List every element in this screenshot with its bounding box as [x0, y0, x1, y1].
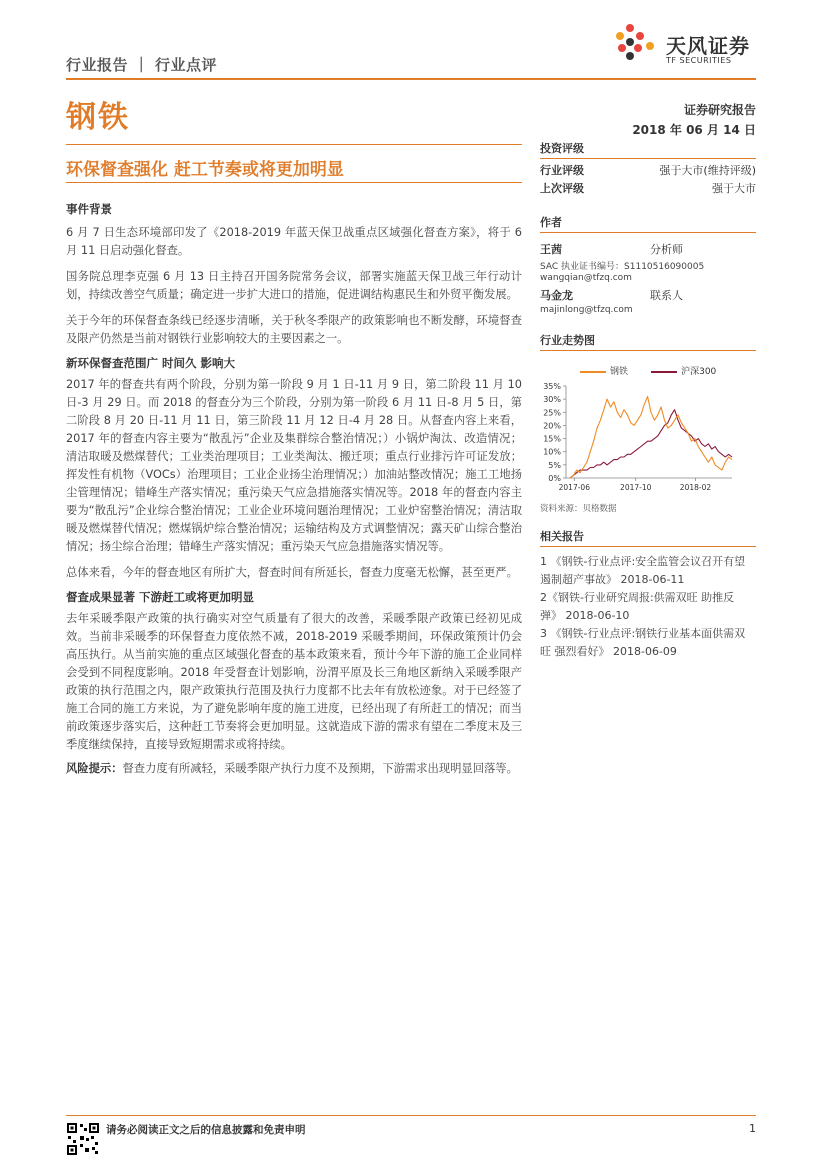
related-item-1[interactable]: 1 《钢铁-行业点评:安全监管会议召开有望遏制超产事故》 2018-06-11 — [540, 555, 746, 586]
page-number: 1 — [749, 1122, 756, 1135]
section-heading-scope: 新环保督查范围广 时间久 影响大 — [66, 356, 236, 370]
paragraph-5: 总体来看，今年的督查地区有所扩大，督查时间有所延长，督查力度毫无松懈，甚至更严。 — [66, 566, 518, 579]
logo-name: 天风证券 — [666, 34, 750, 58]
industry-rating-value: 强于大市(维持评级) — [659, 164, 756, 177]
authors-box — [540, 214, 756, 315]
paragraph-2: 国务院总理李克强 6 月 13 日主持召开国务院常务会议，部署实施蓝天保卫战三年行动计划，持续改善空气质量；确定进一步扩大进口的措施，促进调结构惠民生和外贸平衡发展。 — [66, 270, 522, 301]
industry-title: 钢铁 — [66, 100, 130, 135]
chart-source: 资料来源：贝格数据 — [540, 504, 617, 514]
y-tick-label: 10% — [543, 447, 561, 457]
rating-box — [540, 140, 756, 198]
report-date: 2018 年 06 月 14 日 — [632, 123, 756, 137]
last-rating-row — [540, 180, 756, 198]
last-rating-label: 上次评级 — [540, 182, 584, 195]
author2-role: 联系人 — [650, 289, 683, 302]
risk-paragraph — [66, 760, 522, 778]
paragraph-1: 6 月 7 日生态环境部印发了《2018-2019 年蓝天保卫战重点区域强化督查方案》，将于 6 月 11 日启动强化督查。 — [66, 226, 522, 257]
main-body — [66, 200, 522, 778]
legend-label-steel: 钢铁 — [610, 367, 629, 377]
risk-label: 风险提示： — [66, 762, 123, 775]
author1-row — [540, 241, 756, 257]
footer-divider — [66, 1115, 756, 1116]
last-rating-value: 强于大市 — [712, 182, 756, 195]
authors-heading: 作者 — [540, 214, 756, 233]
y-tick-label: 20% — [543, 421, 561, 431]
related-heading: 相关报告 — [540, 528, 756, 547]
x-tick-label: 2017-06 — [558, 483, 590, 492]
section-heading-background: 事件背景 — [66, 202, 112, 216]
report-category: 证券研究报告 — [683, 103, 756, 117]
author1-cert: SAC 执业证书编号：S1110516090005 — [540, 262, 705, 272]
section-heading-results: 督查成果显著 下游赶工或将更加明显 — [66, 590, 255, 604]
y-tick-label: 25% — [543, 408, 561, 418]
related-box — [540, 528, 756, 661]
trend-line-chart — [540, 380, 756, 500]
author1-role: 分析师 — [650, 243, 683, 256]
related-item-2[interactable]: 2《钢铁-行业研究周报:供需双旺 助推反弹》 2018-06-10 — [540, 591, 735, 622]
paragraph-6: 去年采暖季限产政策的执行确实对空气质量有了很大的改善，采暖季限产政策已经初见成效。当前非采暖季的环保督查力度依然不减，2018-2019 采暖季期间，环保政策预计仍会高压执行。从当前实施的重点区域强化督查的基本政策来看，预计今年下游的施工企业同样会受到不同程度影响。2018 年受督查计划影响，汾渭平原及长三角地区新纳入采暖季限产政策的执行范围之内，限产政策执行范围及执行力度都不比去年有放松迹象。对于已经签了施工合同的施工方来说，为了避免影响年度的施工进度，已经出现了有所赶工的情况；而当前政策逐步落实后，这种赶工节奏将会更加明显。这就造成下游的需求有望在二季度末及三季度继续保持，直接导致短期需求或将持续。 — [66, 612, 522, 751]
trend-heading: 行业走势图 — [540, 332, 756, 351]
legend-swatch-steel — [580, 371, 606, 373]
chart-legend — [540, 359, 756, 378]
author2-row — [540, 287, 756, 303]
qr-code-icon — [66, 1122, 100, 1156]
title-divider-bottom — [66, 182, 522, 183]
x-tick-label: 2017-10 — [620, 483, 652, 492]
author1-name: 王茜 — [540, 243, 562, 256]
legend-swatch-csi300 — [651, 371, 677, 373]
y-tick-label: 15% — [543, 434, 561, 444]
legend-label-csi300: 沪深300 — [681, 367, 717, 377]
y-tick-label: 30% — [543, 395, 561, 405]
trend-box — [540, 332, 756, 514]
author2-email[interactable]: majinlong@tfzq.com — [540, 305, 633, 315]
industry-rating-label: 行业评级 — [540, 164, 584, 177]
legend-csi300 — [651, 364, 716, 377]
footer-disclaimer[interactable]: 请务必阅读正文之后的信息披露和免责申明 — [106, 1124, 306, 1136]
paragraph-4: 2017 年的督查共有两个阶段，分别为第一阶段 9 月 1 日-11 月 9 日，第二阶段 11 月 10 日-3 月 29 日。而 2018 的督查分为三个阶段，分别为第一阶段 6 月 11 日-8 月 5 日，第二阶段 8 月 20 日-11 月 11 日，第三阶段 11 月 12 日-4 月 28 日。从督查内容上来看，2017 年的督查内容主要为“散乱污”企业及集群综合整治情况；）小锅炉淘汰、改造情况；清洁取暖及燃煤替代；工业类治理项目；工业类淘汰、搬迁项；重点行业排污许可证发放；挥发性有机物（VOCs）治理项目；工业企业扬尘治理情况；）加油站整改情况；施工工地扬尘管理情况；错峰生产落实情况；重污染天气应急措施落实情况等。2018 年的督查内容主要为“散乱污”企业综合整治情况；工业企业环境问题治理情况；工业炉窑整治情况；清洁取暖及燃煤替代情况；燃煤锅炉综合整治情况；运输结构及方式调整情况；露天矿山综合整治情况；扬尘综合治理；错峰生产落实情况；重污染天气应急措施落实情况等。 — [66, 378, 522, 553]
title-divider-top — [66, 144, 522, 145]
series-line-csi300 — [570, 410, 732, 478]
header-divider — [66, 78, 756, 80]
logo-subtitle: TF SECURITIES — [666, 56, 732, 65]
report-type: 行业报告 ｜ 行业点评 — [66, 56, 217, 74]
related-item-3[interactable]: 3 《钢铁-行业点评:钢铁行业基本面供需双旺 强烈看好》 2018-06-09 — [540, 627, 746, 658]
risk-text: 督查力度有所减轻，采暖季限产执行力度不及预期，下游需求出现明显回落等。 — [122, 762, 518, 775]
author2-name: 马金龙 — [540, 289, 573, 302]
paragraph-3: 关于今年的环保督查条线已经逐步清晰，关于秋冬季限产的政策影响也不断发酵，环境督查及限产仍然是当前对钢铁行业影响较大的主要因素之一。 — [66, 314, 522, 345]
rating-heading: 投资评级 — [540, 140, 756, 159]
y-tick-label: 5% — [548, 460, 561, 470]
y-tick-label: 35% — [543, 382, 561, 391]
author1-email[interactable]: wangqian@tfzq.com — [540, 273, 632, 283]
report-title: 环保督查强化 赶工节奏或将更加明显 — [66, 160, 344, 180]
x-tick-label: 2018-02 — [679, 483, 712, 492]
industry-rating-row — [540, 162, 756, 180]
series-line-steel — [570, 397, 732, 479]
y-tick-label: 0% — [548, 474, 561, 483]
legend-steel — [580, 364, 628, 377]
